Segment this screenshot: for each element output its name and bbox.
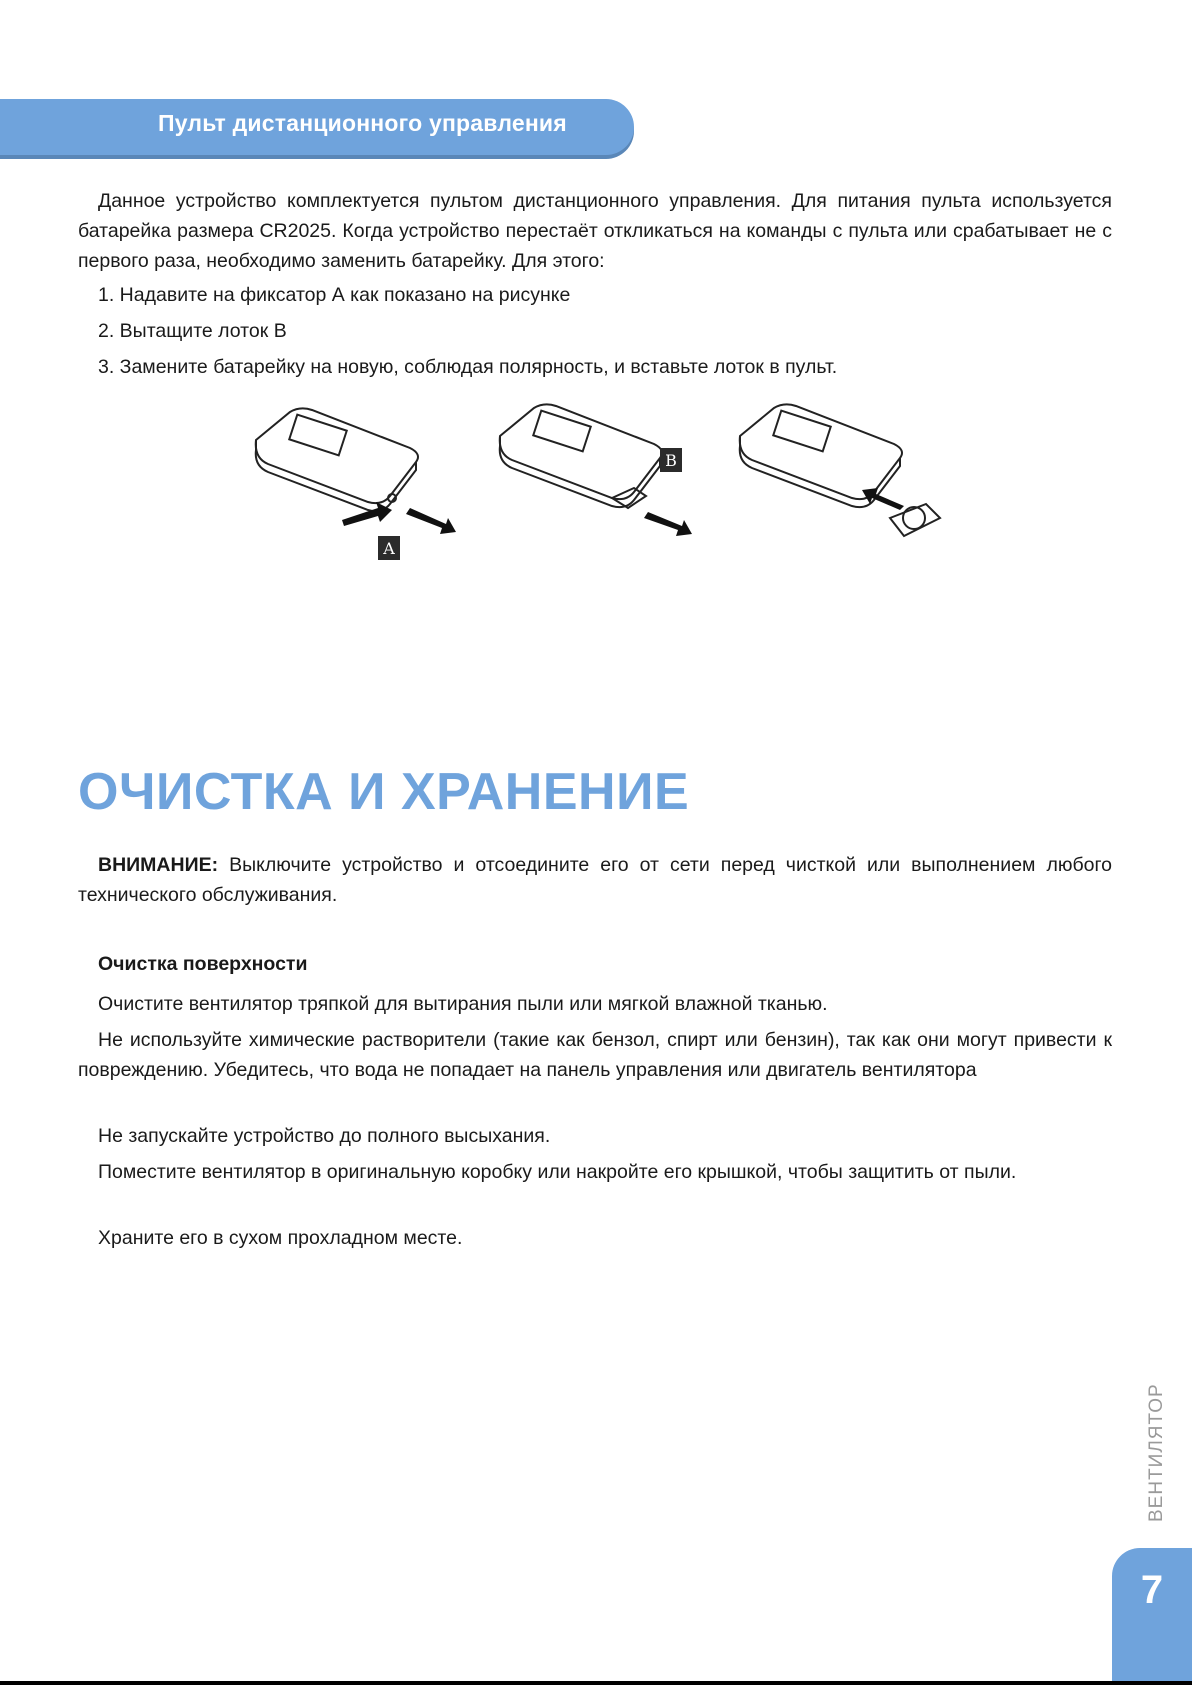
remote-illustration-1 [256,408,418,511]
cleaning-paragraph: Храните его в сухом прохладном месте. [98,1227,463,1249]
cleaning-warning [78,850,1112,910]
step-1: 1. Надавите на фиксатор А как показано на рисунке [98,284,571,306]
section-header-title: Пульт дистанционного управления [158,110,567,136]
step-2: 2. Вытащите лоток В [98,320,287,342]
insert-arrow [862,488,904,510]
label-b-badge [660,448,682,472]
cleaning-paragraph: Не используйте химические растворители (такие как бензол, спирт или бензин), так как они могут привести к повреждению. Убедитесь, что вода не попадает на панель управления или двигатель вентилятора [78,1029,1112,1081]
page-number: 7 [1140,1568,1164,1612]
cleaning-paragraph: Очистите вентилятор тряпкой для вытирания пыли или мягкой влажной тканью. [98,993,828,1015]
pull-arrow-a [406,508,456,534]
pull-arrow-b [644,512,692,536]
svg-text:A: A [383,539,395,558]
warning-text: Выключите устройство и отсоедините его от сети перед чисткой или выполнением любого технического обслуживания. [78,854,1112,906]
remote-illustration-3 [740,404,902,507]
battery-replacement-figure [250,400,950,570]
remote-illustration-2 [500,404,662,508]
warning-label: ВНИМАНИЕ: [98,854,219,876]
push-arrow-a [342,502,392,526]
cleaning-section-title: ОЧИСТКА И ХРАНЕНИЕ [78,763,690,821]
step-3: 3. Замените батарейку на новую, соблюдая полярность, и вставьте лоток в пульт. [98,356,838,378]
svg-text:B: B [665,451,677,470]
product-side-label: ВЕНТИЛЯТОР [1146,1383,1167,1522]
bottom-rule [0,1681,1192,1685]
cleaning-paragraph: Поместите вентилятор в оригинальную коробку или накройте его крышкой, чтобы защитить от пыли. [98,1161,1017,1183]
surface-cleaning-subhead: Очистка поверхности [98,953,308,975]
label-a-badge [378,536,400,560]
remote-intro: Данное устройство комплектуется пультом дистанционного управления. Для питания пульта используется батарейка размера CR2025. Когда устройство перестаёт откликаться на команды с пульта или срабатывает не с первого раза, необходимо заменить батарейку. Для этого: [78,190,1112,272]
cleaning-paragraph: Не запускайте устройство до полного высыхания. [98,1125,551,1147]
